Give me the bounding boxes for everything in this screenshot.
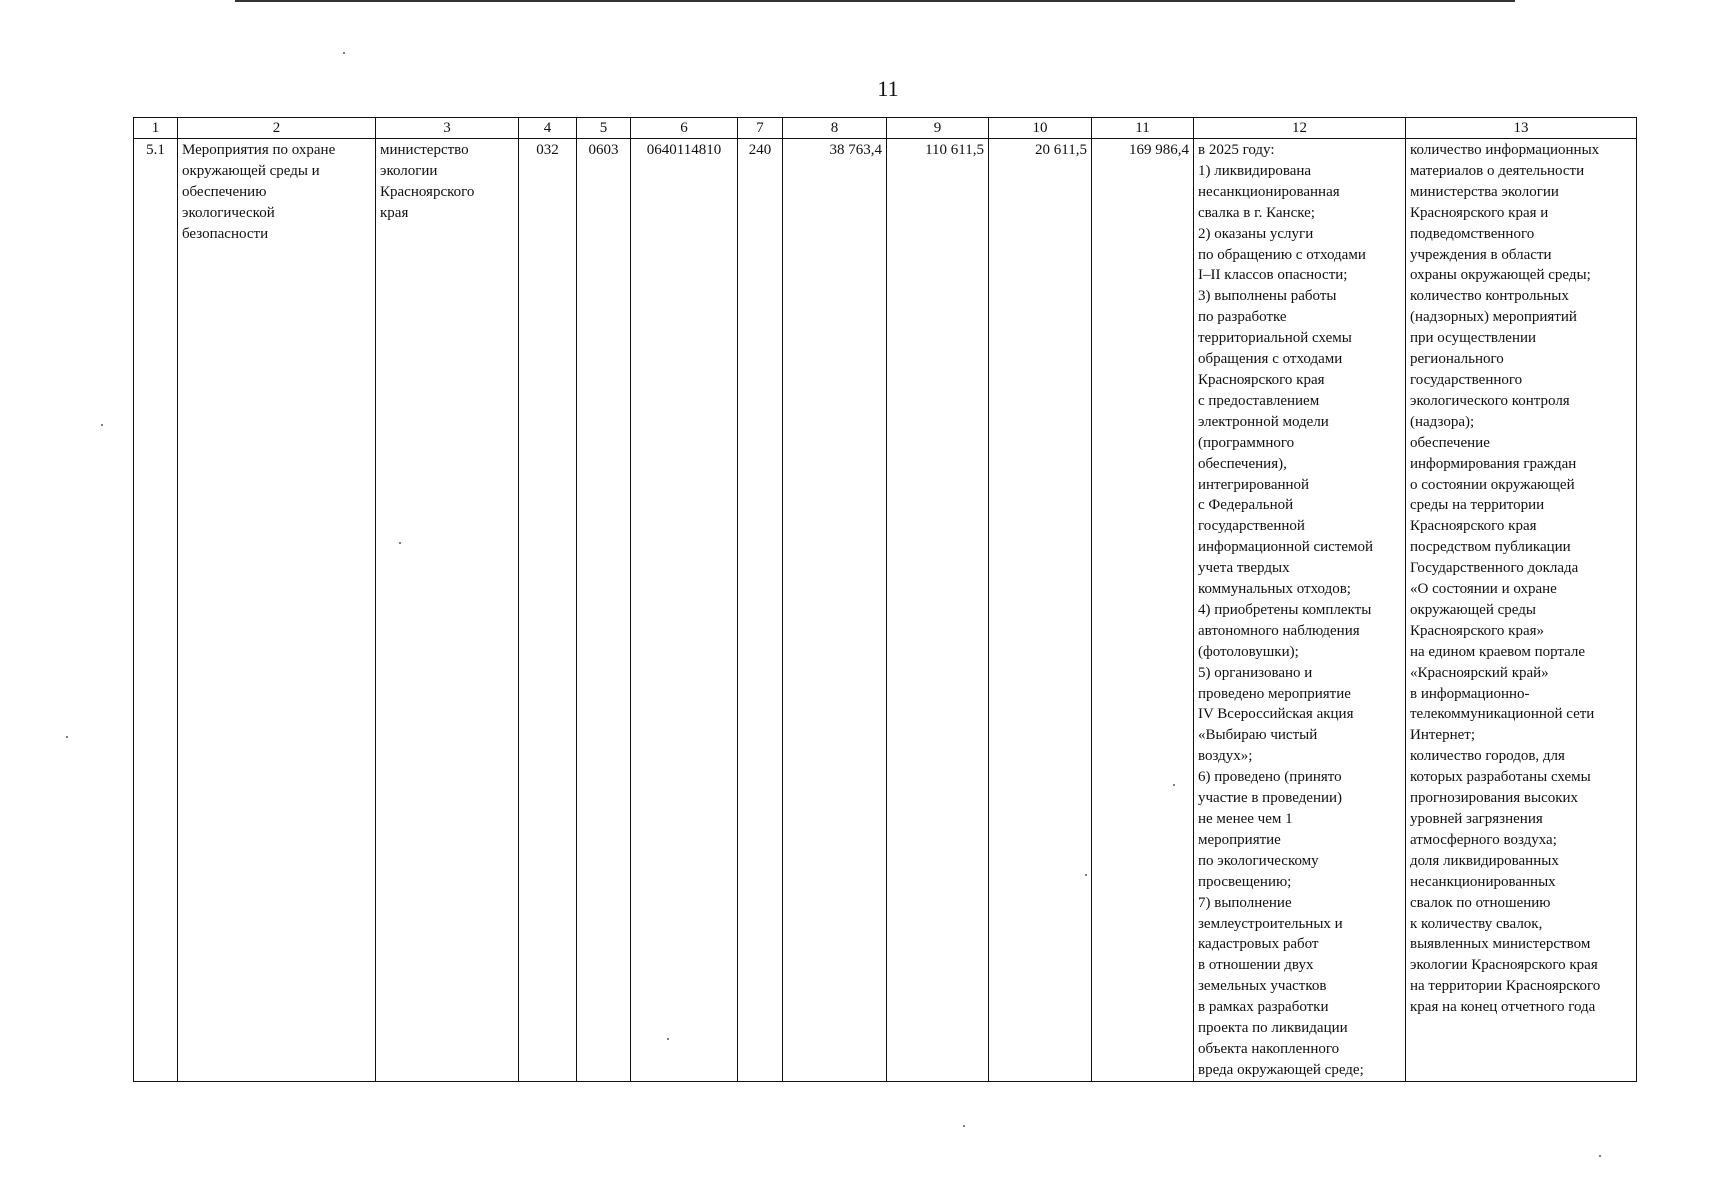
column-header-2: 2: [178, 118, 376, 139]
column-header-11: 11: [1092, 118, 1194, 139]
page-number: 11: [877, 76, 899, 101]
measure-name: Мероприятия по охране окружающей среды и обеспечению экологической безопасности: [182, 142, 336, 242]
cell-code-6: [631, 139, 738, 1082]
scan-speck: [1599, 1155, 1601, 1157]
scan-speck: [399, 542, 401, 544]
scan-speck: [1085, 874, 1087, 876]
cell-indicators: [1406, 139, 1637, 1082]
column-header-4: 4: [519, 118, 577, 139]
responsible-executor: министерство экологии Красноярского края: [380, 142, 475, 221]
cell-expected-result: [1194, 139, 1406, 1082]
cell-measure-name: [178, 139, 376, 1082]
program-measures-table: [133, 117, 1637, 1082]
scan-speck: [101, 424, 103, 426]
indicators-text: количество информационных материалов о деятельности министерства экологии Красноярского края и подведомственного учреждения в области охраны окружающей среды; количество контрольных (надзорных) мероприятий при осуществлении регионального государственного экологического контроля (надзора); обеспечение информирования граждан о состоянии окружающей среды на территории Красноярского края посредством публикации Государственного доклада «О состоянии и охране окружающей среды Красноярского края» на едином краевом портале «Красноярский край» в информационно- телекоммуникационной сети Интернет; количество городов, для которых разработаны схемы прогнозирования высоких уровней загрязнения атмосферного воздуха; доля ликвидированных несанкционированных свалок по отношению к количеству свалок, выявленных министерством экологии Красноярского края на территории Красноярского края на конец отчетного года: [1410, 142, 1601, 1016]
column-header-7: 7: [738, 118, 783, 139]
amount-col-9: 110 611,5: [925, 142, 984, 158]
table-header-row: [134, 118, 1637, 139]
code-section: 0603: [588, 142, 619, 158]
amount-col-8: 38 763,4: [829, 142, 882, 158]
code-grbs: 032: [536, 142, 559, 158]
scan-speck: [66, 736, 68, 738]
column-header-9: 9: [887, 118, 989, 139]
page-top-edge: [235, 0, 1515, 2]
cell-item-number: [134, 139, 178, 1082]
column-header-5: 5: [577, 118, 631, 139]
column-header-1: 1: [134, 118, 178, 139]
scan-speck: [1173, 784, 1175, 786]
item-number: 5.1: [146, 142, 165, 158]
amount-total: 169 986,4: [1129, 142, 1189, 158]
column-header-10: 10: [989, 118, 1092, 139]
scan-speck: [963, 1125, 965, 1127]
amount-col-10: 20 611,5: [1035, 142, 1087, 158]
table-row: [134, 139, 1637, 1082]
cell-code-7: [738, 139, 783, 1082]
cell-amount-11: [1092, 139, 1194, 1082]
cell-code-4: [519, 139, 577, 1082]
code-target-article: 0640114810: [646, 142, 722, 158]
cell-amount-10: [989, 139, 1092, 1082]
cell-code-5: [577, 139, 631, 1082]
column-header-3: 3: [376, 118, 519, 139]
code-expense-type: 240: [748, 142, 772, 158]
cell-responsible: [376, 139, 519, 1082]
column-header-8: 8: [783, 118, 887, 139]
scan-speck: [343, 52, 345, 54]
expected-result-text: в 2025 году: 1) ликвидирована несанкционированная свалка в г. Канске; 2) оказаны услуги по обращению с отходами I–II классов опасности; 3) выполнены работы по разработке территориальной схемы обращения с отходами Красноярского края с предоставлением электронной модели (программного обеспечения), интегрированной с Федеральной государственной информационной системой учета твердых коммунальных отходов; 4) приобретены комплекты автономного наблюдения (фотоловушки); 5) организовано и проведено мероприятие IV Всероссийская акция «Выбираю чистый воздух»; 6) проведено (принято участие в проведении) не менее чем 1 мероприятие по экологическому просвещению; 7) выполнение землеустроительных и кадастровых работ в отношении двух земельных участков в рамках разработки проекта по ликвидации объекта накопленного вреда окружающей среде;: [1198, 142, 1374, 1078]
scan-speck: [667, 1038, 669, 1040]
column-header-12: 12: [1194, 118, 1406, 139]
cell-amount-9: [887, 139, 989, 1082]
column-header-13: 13: [1406, 118, 1637, 139]
cell-amount-8: [783, 139, 887, 1082]
column-header-6: 6: [631, 118, 738, 139]
